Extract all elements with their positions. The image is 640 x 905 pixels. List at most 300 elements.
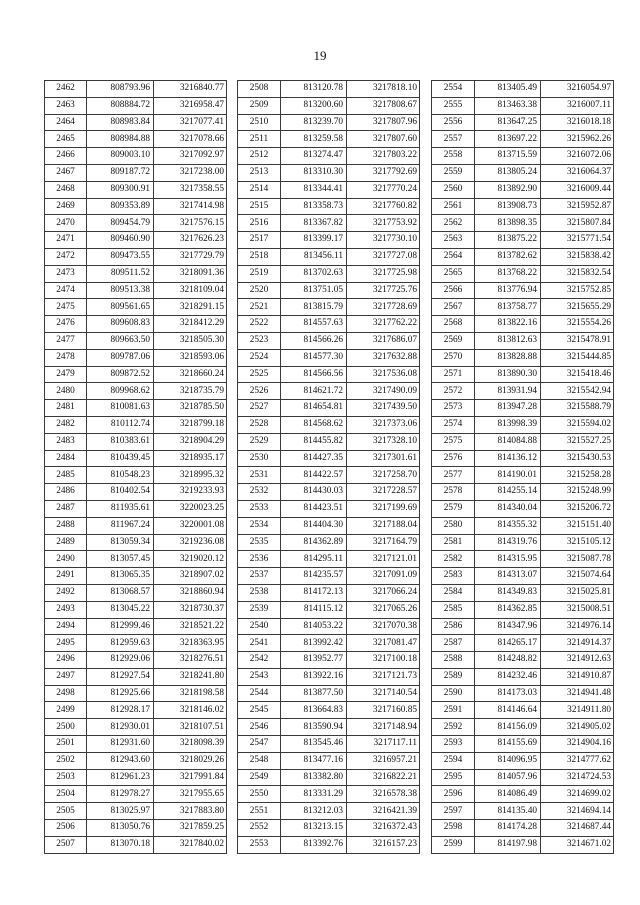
y-coordinate-cell: 3217686.07: [347, 332, 420, 349]
y-coordinate-cell: 3218109.04: [154, 282, 227, 299]
point-number-cell: 2534: [238, 517, 281, 534]
x-coordinate-cell: 813890.30: [475, 366, 541, 383]
x-coordinate-cell: 814362.85: [475, 601, 541, 618]
y-coordinate-cell: 3217117.11: [347, 736, 420, 753]
point-number-cell: 2496: [45, 652, 87, 669]
table-row: [238, 383, 420, 400]
point-number-cell: 2541: [238, 635, 281, 652]
table-row: [238, 534, 420, 551]
point-number-cell: 2599: [432, 836, 475, 853]
y-coordinate-cell: 3217955.65: [154, 786, 227, 803]
x-coordinate-cell: 813239.70: [281, 114, 347, 131]
table-row: [45, 635, 227, 652]
x-coordinate-cell: 814115.12: [281, 601, 347, 618]
point-number-cell: 2566: [432, 282, 475, 299]
y-coordinate-cell: 3217728.69: [347, 299, 420, 316]
y-coordinate-cell: 3217859.25: [154, 820, 227, 837]
point-number-cell: 2483: [45, 433, 87, 450]
point-number-cell: 2539: [238, 601, 281, 618]
point-number-cell: 2545: [238, 702, 281, 719]
y-coordinate-cell: 3215008.51: [541, 601, 614, 618]
y-coordinate-cell: 3217760.82: [347, 198, 420, 215]
table-row: [238, 131, 420, 148]
y-coordinate-cell: 3218505.30: [154, 332, 227, 349]
y-coordinate-cell: 3218730.37: [154, 601, 227, 618]
y-coordinate-cell: 3217818.10: [347, 81, 420, 98]
table-row: [432, 500, 614, 517]
y-coordinate-cell: 3217439.50: [347, 400, 420, 417]
y-coordinate-cell: 3217081.47: [347, 635, 420, 652]
point-number-cell: 2480: [45, 383, 87, 400]
x-coordinate-cell: 813477.16: [281, 752, 347, 769]
y-coordinate-cell: 3217762.22: [347, 316, 420, 333]
point-number-cell: 2464: [45, 114, 87, 131]
x-coordinate-cell: 814190.01: [475, 467, 541, 484]
x-coordinate-cell: 814135.40: [475, 803, 541, 820]
y-coordinate-cell: 3217632.88: [347, 349, 420, 366]
x-coordinate-cell: 813758.77: [475, 299, 541, 316]
x-coordinate-cell: 812943.60: [87, 752, 154, 769]
table-row: [432, 97, 614, 114]
y-coordinate-cell: 3215655.29: [541, 299, 614, 316]
x-coordinate-cell: 814084.88: [475, 433, 541, 450]
x-coordinate-cell: 814265.17: [475, 635, 541, 652]
y-coordinate-cell: 3217228.57: [347, 484, 420, 501]
y-coordinate-cell: 3217358.55: [154, 181, 227, 198]
table-row: [45, 148, 227, 165]
table-row: [432, 551, 614, 568]
point-number-cell: 2565: [432, 265, 475, 282]
table-row: [432, 383, 614, 400]
y-coordinate-cell: 3218029.26: [154, 752, 227, 769]
y-coordinate-cell: 3215838.42: [541, 248, 614, 265]
table-row: [238, 366, 420, 383]
point-number-cell: 2575: [432, 433, 475, 450]
x-coordinate-cell: 814156.09: [475, 719, 541, 736]
y-coordinate-cell: 3218935.17: [154, 450, 227, 467]
table-row: [45, 215, 227, 232]
point-number-cell: 2472: [45, 248, 87, 265]
point-number-cell: 2514: [238, 181, 281, 198]
y-coordinate-cell: 3215025.81: [541, 584, 614, 601]
x-coordinate-cell: 814654.81: [281, 400, 347, 417]
x-coordinate-cell: 812999.46: [87, 618, 154, 635]
point-number-cell: 2559: [432, 164, 475, 181]
x-coordinate-cell: 809513.38: [87, 282, 154, 299]
coordinate-table-left: [44, 80, 227, 854]
table-row: [238, 584, 420, 601]
point-number-cell: 2510: [238, 114, 281, 131]
table-row: [45, 803, 227, 820]
point-number-cell: 2509: [238, 97, 281, 114]
table-row: [238, 568, 420, 585]
x-coordinate-cell: 814174.28: [475, 820, 541, 837]
table-row: [45, 198, 227, 215]
point-number-cell: 2535: [238, 534, 281, 551]
y-coordinate-cell: 3218860.94: [154, 584, 227, 601]
point-number-cell: 2529: [238, 433, 281, 450]
point-number-cell: 2508: [238, 81, 281, 98]
table-row: [238, 836, 420, 853]
y-coordinate-cell: 3218107.51: [154, 719, 227, 736]
y-coordinate-cell: 3215258.28: [541, 467, 614, 484]
table-row: [238, 181, 420, 198]
x-coordinate-cell: 814136.12: [475, 450, 541, 467]
x-coordinate-cell: 813070.18: [87, 836, 154, 853]
table-row: [432, 803, 614, 820]
table-row: [238, 164, 420, 181]
x-coordinate-cell: 813782.62: [475, 248, 541, 265]
table-row: [45, 433, 227, 450]
table-row: [432, 618, 614, 635]
point-number-cell: 2547: [238, 736, 281, 753]
x-coordinate-cell: 809460.90: [87, 232, 154, 249]
y-coordinate-cell: 3218593.06: [154, 349, 227, 366]
y-coordinate-cell: 3218276.51: [154, 652, 227, 669]
x-coordinate-cell: 814146.64: [475, 702, 541, 719]
point-number-cell: 2567: [432, 299, 475, 316]
x-coordinate-cell: 814566.56: [281, 366, 347, 383]
table-row: [45, 500, 227, 517]
point-number-cell: 2520: [238, 282, 281, 299]
x-coordinate-cell: 809511.52: [87, 265, 154, 282]
table-row: [432, 635, 614, 652]
point-number-cell: 2527: [238, 400, 281, 417]
table-row: [432, 584, 614, 601]
point-number-cell: 2537: [238, 568, 281, 585]
x-coordinate-cell: 813751.05: [281, 282, 347, 299]
x-coordinate-cell: 814430.03: [281, 484, 347, 501]
point-number-cell: 2596: [432, 786, 475, 803]
point-number-cell: 2478: [45, 349, 87, 366]
table-row: [432, 836, 614, 853]
point-number-cell: 2538: [238, 584, 281, 601]
y-coordinate-cell: 3216018.18: [541, 114, 614, 131]
table-row: [45, 752, 227, 769]
table-row: [432, 568, 614, 585]
point-number-cell: 2574: [432, 416, 475, 433]
x-coordinate-cell: 813812.63: [475, 332, 541, 349]
point-number-cell: 2501: [45, 736, 87, 753]
y-coordinate-cell: 3216064.37: [541, 164, 614, 181]
table-row: [45, 702, 227, 719]
x-coordinate-cell: 814568.62: [281, 416, 347, 433]
y-coordinate-cell: 3214687.44: [541, 820, 614, 837]
x-coordinate-cell: 812961.23: [87, 769, 154, 786]
x-coordinate-cell: 810383.61: [87, 433, 154, 450]
x-coordinate-cell: 813590.94: [281, 719, 347, 736]
x-coordinate-cell: 814362.89: [281, 534, 347, 551]
point-number-cell: 2473: [45, 265, 87, 282]
x-coordinate-cell: 813931.94: [475, 383, 541, 400]
point-number-cell: 2468: [45, 181, 87, 198]
table-row: [432, 232, 614, 249]
point-number-cell: 2562: [432, 215, 475, 232]
x-coordinate-cell: 812959.63: [87, 635, 154, 652]
point-number-cell: 2598: [432, 820, 475, 837]
point-number-cell: 2523: [238, 332, 281, 349]
x-coordinate-cell: 813068.57: [87, 584, 154, 601]
point-number-cell: 2585: [432, 601, 475, 618]
x-coordinate-cell: 813664.83: [281, 702, 347, 719]
y-coordinate-cell: 3217091.09: [347, 568, 420, 585]
point-number-cell: 2467: [45, 164, 87, 181]
y-coordinate-cell: 3217626.23: [154, 232, 227, 249]
point-number-cell: 2504: [45, 786, 87, 803]
x-coordinate-cell: 811935.61: [87, 500, 154, 517]
y-coordinate-cell: 3217066.24: [347, 584, 420, 601]
point-number-cell: 2518: [238, 248, 281, 265]
point-number-cell: 2584: [432, 584, 475, 601]
x-coordinate-cell: 813045.22: [87, 601, 154, 618]
point-number-cell: 2482: [45, 416, 87, 433]
table-row: [45, 584, 227, 601]
point-number-cell: 2530: [238, 450, 281, 467]
y-coordinate-cell: 3215151.40: [541, 517, 614, 534]
point-number-cell: 2511: [238, 131, 281, 148]
x-coordinate-cell: 814455.82: [281, 433, 347, 450]
x-coordinate-cell: 813463.38: [475, 97, 541, 114]
point-number-cell: 2573: [432, 400, 475, 417]
y-coordinate-cell: 3217121.73: [347, 668, 420, 685]
x-coordinate-cell: 813399.17: [281, 232, 347, 249]
point-number-cell: 2550: [238, 786, 281, 803]
x-coordinate-cell: 813908.73: [475, 198, 541, 215]
point-number-cell: 2512: [238, 148, 281, 165]
point-number-cell: 2590: [432, 685, 475, 702]
y-coordinate-cell: 3218363.95: [154, 635, 227, 652]
y-coordinate-cell: 3215087.78: [541, 551, 614, 568]
table-row: [238, 467, 420, 484]
x-coordinate-cell: 810402.54: [87, 484, 154, 501]
y-coordinate-cell: 3215478.91: [541, 332, 614, 349]
x-coordinate-cell: 813331.29: [281, 786, 347, 803]
table-row: [432, 131, 614, 148]
table-row: [45, 820, 227, 837]
table-row: [45, 450, 227, 467]
point-number-cell: 2543: [238, 668, 281, 685]
y-coordinate-cell: 3218785.50: [154, 400, 227, 417]
x-coordinate-cell: 814423.51: [281, 500, 347, 517]
y-coordinate-cell: 3217077.41: [154, 114, 227, 131]
y-coordinate-cell: 3214904.16: [541, 736, 614, 753]
x-coordinate-cell: 814096.95: [475, 752, 541, 769]
point-number-cell: 2581: [432, 534, 475, 551]
y-coordinate-cell: 3215752.85: [541, 282, 614, 299]
table-row: [45, 232, 227, 249]
point-number-cell: 2502: [45, 752, 87, 769]
y-coordinate-cell: 3216958.47: [154, 97, 227, 114]
table-row: [45, 484, 227, 501]
y-coordinate-cell: 3218907.02: [154, 568, 227, 585]
table-row: [238, 517, 420, 534]
x-coordinate-cell: 808793.96: [87, 81, 154, 98]
y-coordinate-cell: 3218995.32: [154, 467, 227, 484]
table-row: [45, 265, 227, 282]
table-row: [432, 467, 614, 484]
x-coordinate-cell: 814232.46: [475, 668, 541, 685]
y-coordinate-cell: 3217576.15: [154, 215, 227, 232]
table-row: [45, 97, 227, 114]
point-number-cell: 2491: [45, 568, 87, 585]
table-row: [45, 383, 227, 400]
y-coordinate-cell: 3219020.12: [154, 551, 227, 568]
x-coordinate-cell: 814557.63: [281, 316, 347, 333]
x-coordinate-cell: 813992.42: [281, 635, 347, 652]
x-coordinate-cell: 814235.57: [281, 568, 347, 585]
x-coordinate-cell: 808984.88: [87, 131, 154, 148]
point-number-cell: 2568: [432, 316, 475, 333]
y-coordinate-cell: 3217164.79: [347, 534, 420, 551]
x-coordinate-cell: 813367.82: [281, 215, 347, 232]
y-coordinate-cell: 3219233.93: [154, 484, 227, 501]
y-coordinate-cell: 3217160.85: [347, 702, 420, 719]
x-coordinate-cell: 809787.06: [87, 349, 154, 366]
x-coordinate-cell: 814349.83: [475, 584, 541, 601]
y-coordinate-cell: 3217730.10: [347, 232, 420, 249]
x-coordinate-cell: 813405.49: [475, 81, 541, 98]
x-coordinate-cell: 811967.24: [87, 517, 154, 534]
y-coordinate-cell: 3217140.54: [347, 685, 420, 702]
table-row: [432, 668, 614, 685]
x-coordinate-cell: 809872.52: [87, 366, 154, 383]
y-coordinate-cell: 3214911.80: [541, 702, 614, 719]
point-number-cell: 2557: [432, 131, 475, 148]
y-coordinate-cell: 3217100.18: [347, 652, 420, 669]
point-number-cell: 2594: [432, 752, 475, 769]
table-row: [432, 719, 614, 736]
point-number-cell: 2572: [432, 383, 475, 400]
table-row: [238, 668, 420, 685]
y-coordinate-cell: 3214777.62: [541, 752, 614, 769]
table-row: [45, 164, 227, 181]
x-coordinate-cell: 813828.88: [475, 349, 541, 366]
point-number-cell: 2570: [432, 349, 475, 366]
point-number-cell: 2474: [45, 282, 87, 299]
y-coordinate-cell: 3217727.08: [347, 248, 420, 265]
y-coordinate-cell: 3216007.11: [541, 97, 614, 114]
y-coordinate-cell: 3217536.08: [347, 366, 420, 383]
y-coordinate-cell: 3214905.02: [541, 719, 614, 736]
y-coordinate-cell: 3217991.84: [154, 769, 227, 786]
table-row: [45, 131, 227, 148]
table-row: [45, 736, 227, 753]
y-coordinate-cell: 3219236.08: [154, 534, 227, 551]
y-coordinate-cell: 3217070.38: [347, 618, 420, 635]
point-number-cell: 2463: [45, 97, 87, 114]
table-row: [432, 332, 614, 349]
x-coordinate-cell: 813545.46: [281, 736, 347, 753]
point-number-cell: 2544: [238, 685, 281, 702]
table-row: [432, 181, 614, 198]
x-coordinate-cell: 813259.58: [281, 131, 347, 148]
table-row: [432, 416, 614, 433]
y-coordinate-cell: 3215771.54: [541, 232, 614, 249]
table-row: [432, 81, 614, 98]
x-coordinate-cell: 809608.83: [87, 316, 154, 333]
x-coordinate-cell: 814057.96: [475, 769, 541, 786]
table-row: [238, 652, 420, 669]
coordinate-table-middle: [237, 80, 420, 854]
x-coordinate-cell: 814086.49: [475, 786, 541, 803]
y-coordinate-cell: 3217807.60: [347, 131, 420, 148]
table-row: [432, 282, 614, 299]
y-coordinate-cell: 3216372.43: [347, 820, 420, 837]
point-number-cell: 2580: [432, 517, 475, 534]
table-row: [432, 652, 614, 669]
table-row: [45, 181, 227, 198]
table-row: [45, 332, 227, 349]
point-number-cell: 2595: [432, 769, 475, 786]
y-coordinate-cell: 3218146.02: [154, 702, 227, 719]
point-number-cell: 2513: [238, 164, 281, 181]
y-coordinate-cell: 3215554.26: [541, 316, 614, 333]
y-coordinate-cell: 3217725.76: [347, 282, 420, 299]
x-coordinate-cell: 813715.59: [475, 148, 541, 165]
x-coordinate-cell: 813647.25: [475, 114, 541, 131]
point-number-cell: 2533: [238, 500, 281, 517]
y-coordinate-cell: 3215206.72: [541, 500, 614, 517]
point-number-cell: 2561: [432, 198, 475, 215]
table-row: [432, 400, 614, 417]
table-row: [45, 668, 227, 685]
x-coordinate-cell: 814404.30: [281, 517, 347, 534]
point-number-cell: 2516: [238, 215, 281, 232]
point-number-cell: 2583: [432, 568, 475, 585]
table-row: [238, 97, 420, 114]
table-row: [45, 551, 227, 568]
x-coordinate-cell: 812931.60: [87, 736, 154, 753]
page-number: 19: [313, 48, 327, 63]
point-number-cell: 2515: [238, 198, 281, 215]
table-row: [45, 652, 227, 669]
x-coordinate-cell: 813875.22: [475, 232, 541, 249]
table-row: [238, 148, 420, 165]
point-number-cell: 2593: [432, 736, 475, 753]
y-coordinate-cell: 3214914.37: [541, 635, 614, 652]
x-coordinate-cell: 813805.24: [475, 164, 541, 181]
table-row: [238, 786, 420, 803]
x-coordinate-cell: 814295.11: [281, 551, 347, 568]
point-number-cell: 2500: [45, 719, 87, 736]
x-coordinate-cell: 813212.03: [281, 803, 347, 820]
y-coordinate-cell: 3218904.29: [154, 433, 227, 450]
table-row: [238, 702, 420, 719]
y-coordinate-cell: 3218091.36: [154, 265, 227, 282]
table-row: [238, 215, 420, 232]
x-coordinate-cell: 810081.63: [87, 400, 154, 417]
x-coordinate-cell: 814319.76: [475, 534, 541, 551]
table-row: [45, 400, 227, 417]
table-row: [238, 114, 420, 131]
point-number-cell: 2492: [45, 584, 87, 601]
table-row: [238, 232, 420, 249]
point-number-cell: 2470: [45, 215, 87, 232]
point-number-cell: 2578: [432, 484, 475, 501]
table-row: [432, 198, 614, 215]
x-coordinate-cell: 813702.63: [281, 265, 347, 282]
x-coordinate-cell: 812929.06: [87, 652, 154, 669]
table-row: [45, 836, 227, 853]
table-row: [45, 618, 227, 635]
table-row: [432, 702, 614, 719]
table-row: [45, 349, 227, 366]
y-coordinate-cell: 3217199.69: [347, 500, 420, 517]
y-coordinate-cell: 3215248.99: [541, 484, 614, 501]
y-coordinate-cell: 3217753.92: [347, 215, 420, 232]
point-number-cell: 2519: [238, 265, 281, 282]
y-coordinate-cell: 3214910.87: [541, 668, 614, 685]
